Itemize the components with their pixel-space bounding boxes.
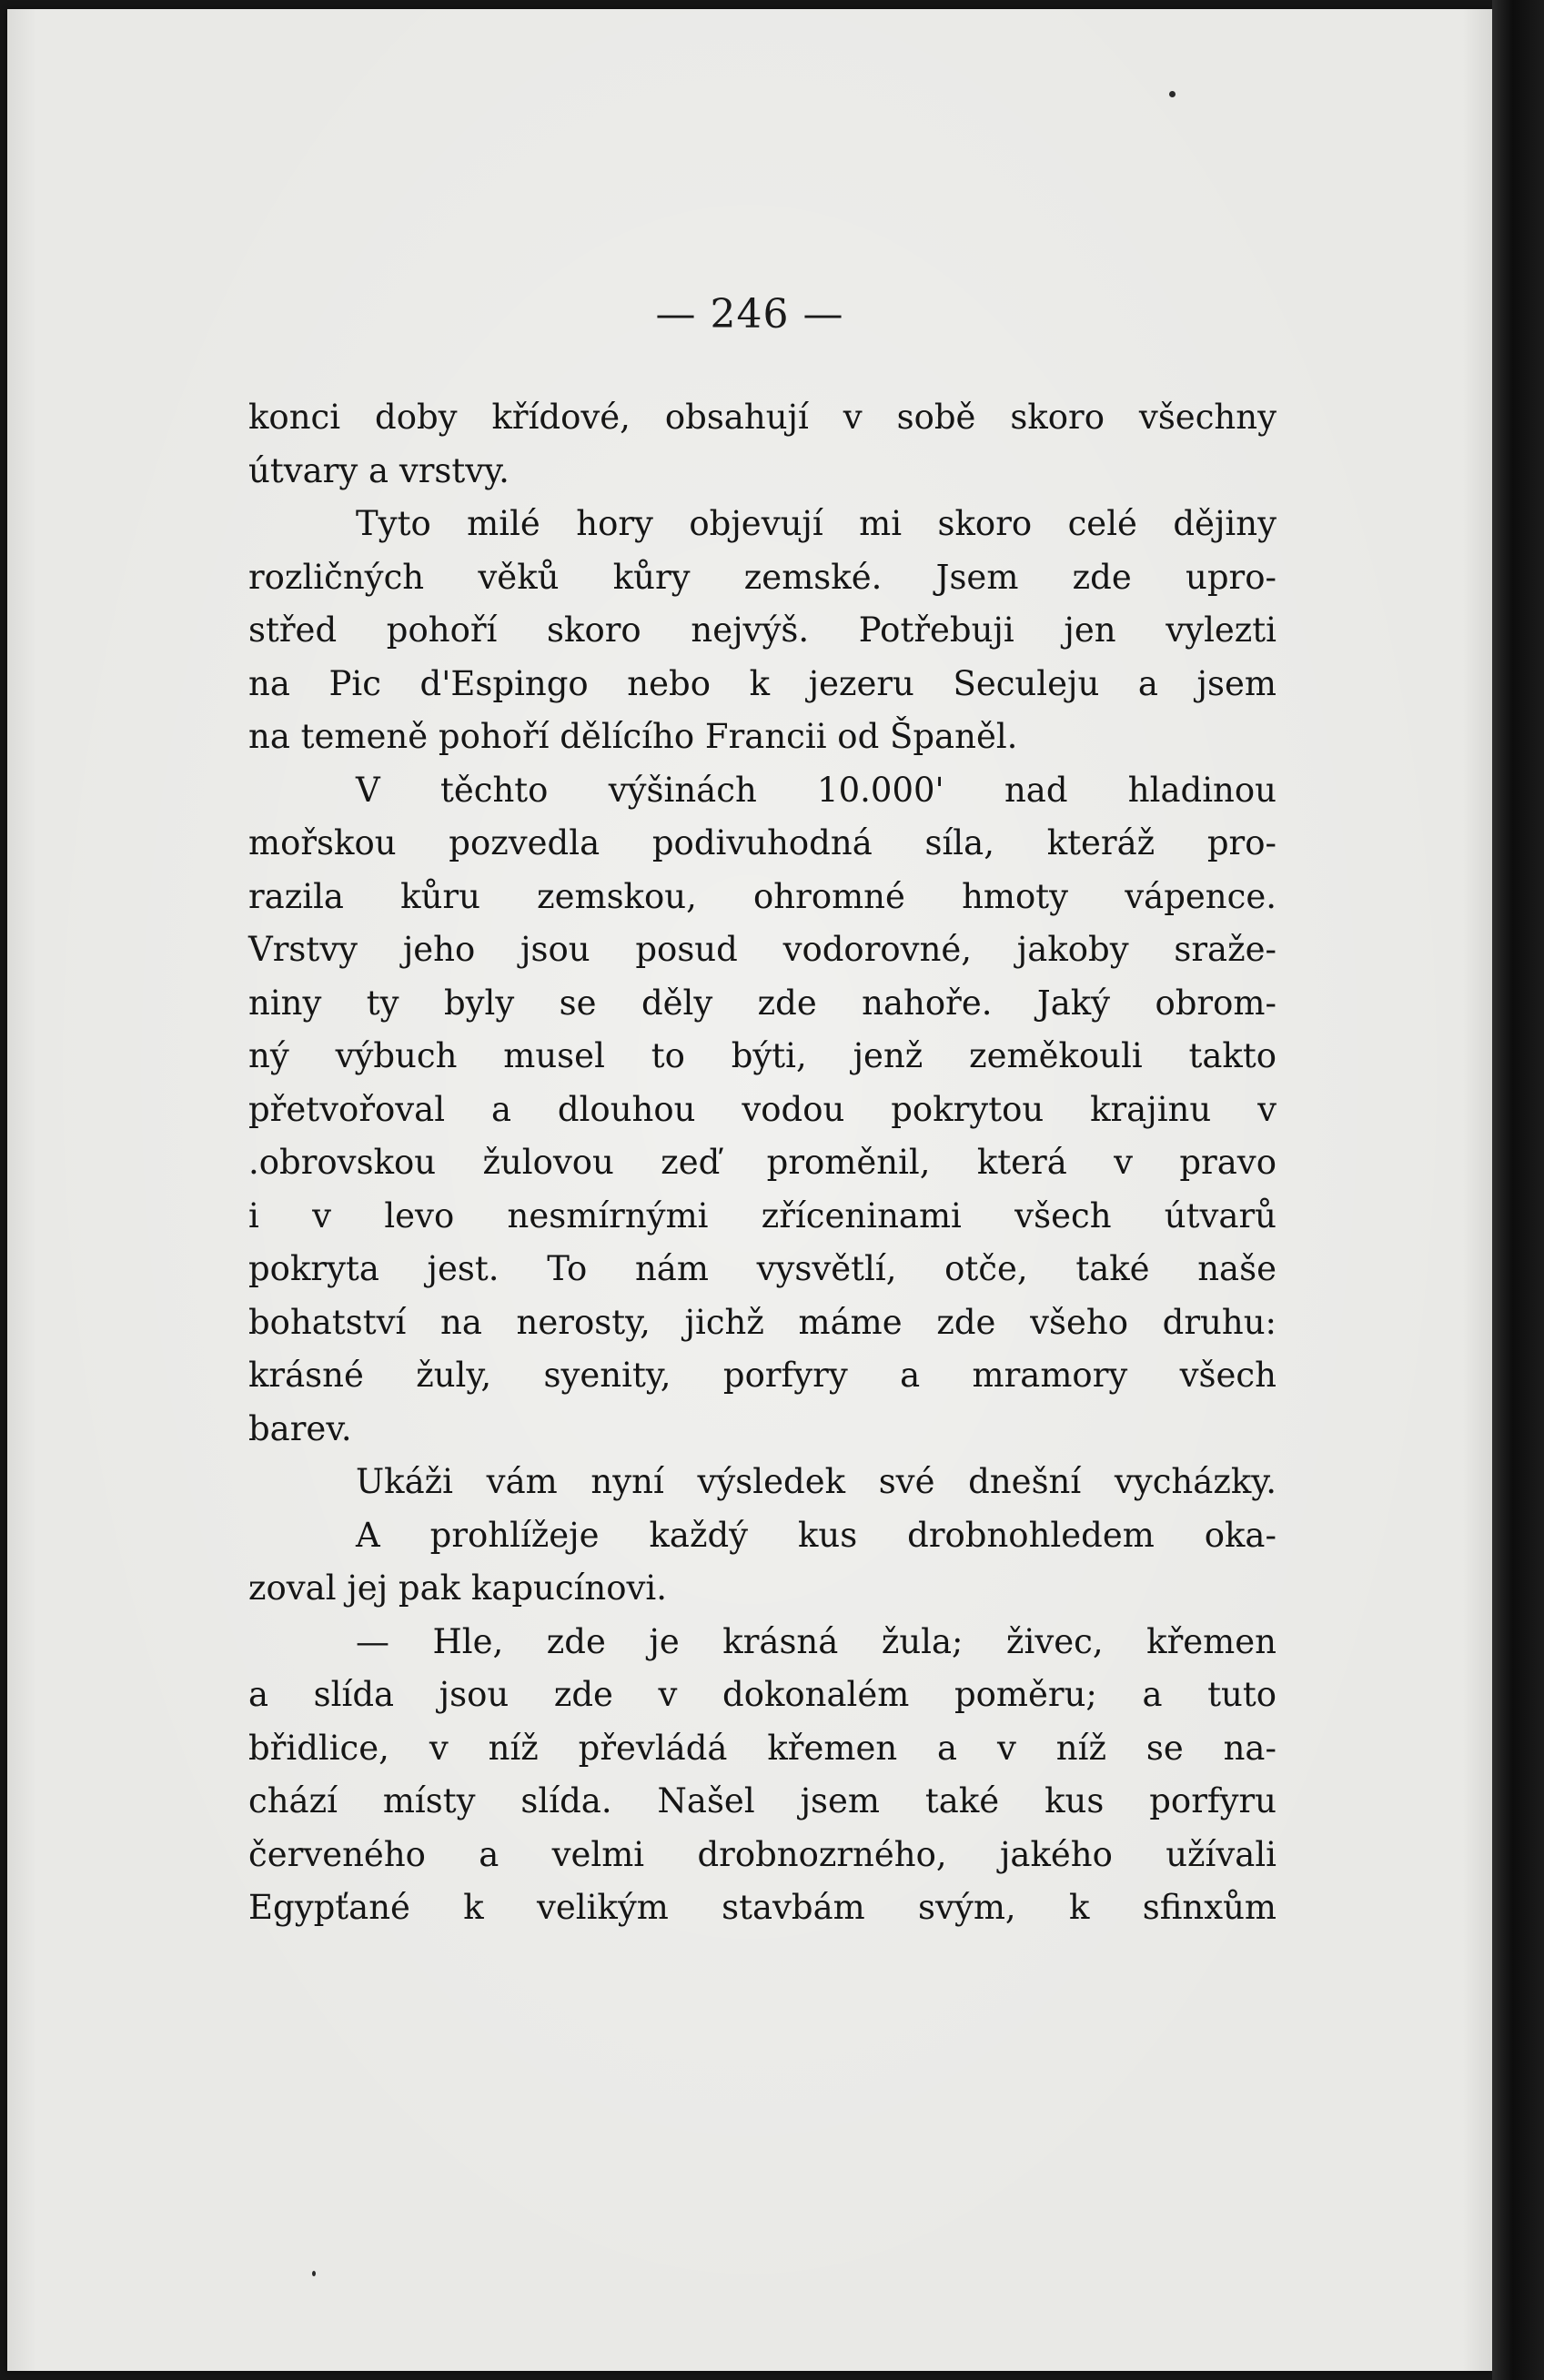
page-number: — 246 —	[655, 291, 844, 338]
text-line: A prohlížeje každý kus drobnohledem oka-	[356, 1515, 1277, 1555]
text-line: rozličných věků kůry zemské. Jsem zde upro-	[248, 557, 1277, 597]
text-line: na Pic d'Espingo nebo k jezeru Seculeju a jsem	[248, 663, 1277, 703]
text-line: mořskou pozvedla podivuhodná síla, kteráž pro-	[248, 823, 1277, 862]
body-text	[248, 391, 1277, 1935]
text-line: razila kůru zemskou, ohromné hmoty vápence.	[248, 876, 1277, 916]
text-line: niny ty byly se děly zde nahoře. Jaký obrom-	[248, 983, 1277, 1023]
text-line: .obrovskou žulovou zeď proměnil, která v pravo	[248, 1143, 1277, 1182]
text-line: chází místy slída. Našel jsem také kus porfyru	[248, 1781, 1277, 1820]
text-line: Egypťané k velikým stavbám svým, k sfinxům	[248, 1888, 1277, 1927]
text-line: zoval jej pak kapucínovi.	[248, 1568, 668, 1608]
text-line: Vrstvy jeho jsou posud vodorovné, jakoby sraže-	[248, 930, 1277, 969]
text-line: červeného a velmi drobnozrného, jakého užívali	[248, 1834, 1277, 1874]
text-line: pokryta jest. To nám vysvětlí, otče, také naše	[248, 1249, 1277, 1288]
text-line: přetvořoval a dlouhou vodou pokrytou krajinu v	[248, 1089, 1277, 1129]
text-line: V těchto výšinách 10.000' nad hladinou	[356, 770, 1277, 810]
text-line: ný výbuch musel to býti, jenž zeměkouli takto	[248, 1036, 1277, 1075]
text-line: a slída jsou zde v dokonalém poměru; a tuto	[248, 1675, 1277, 1714]
text-line: břidlice, v níž převládá křemen a v níž se na-	[248, 1728, 1277, 1768]
text-line: barev.	[248, 1408, 352, 1448]
text-line: krásné žuly, syenity, porfyry a mramory všech	[248, 1356, 1277, 1395]
text-line: Ukáži vám nyní výsledek své dnešní vycházky.	[356, 1462, 1277, 1501]
text-line: Tyto milé hory objevují mi skoro celé dějiny	[356, 504, 1277, 543]
text-line: střed pohoří skoro nejvýš. Potřebuji jen vylezti	[248, 610, 1277, 650]
scan-edge-shadow	[1492, 0, 1544, 2380]
text-line: — Hle, zde je krásná žula; živec, křemen	[356, 1621, 1277, 1661]
text-line: konci doby křídové, obsahují v sobě skoro všechny	[248, 398, 1277, 437]
text-line: na temeně pohoří dělícího Francii od Španěl.	[248, 717, 1018, 756]
paper-speck	[312, 2271, 316, 2276]
text-line: útvary a vrstvy.	[248, 450, 510, 490]
paper-speck	[1169, 91, 1176, 97]
book-page	[7, 9, 1492, 2371]
text-line: bohatství na nerosty, jichž máme zde všeho druhu:	[248, 1302, 1277, 1342]
text-line: i v levo nesmírnými zříceninami všech útvarů	[248, 1195, 1277, 1235]
